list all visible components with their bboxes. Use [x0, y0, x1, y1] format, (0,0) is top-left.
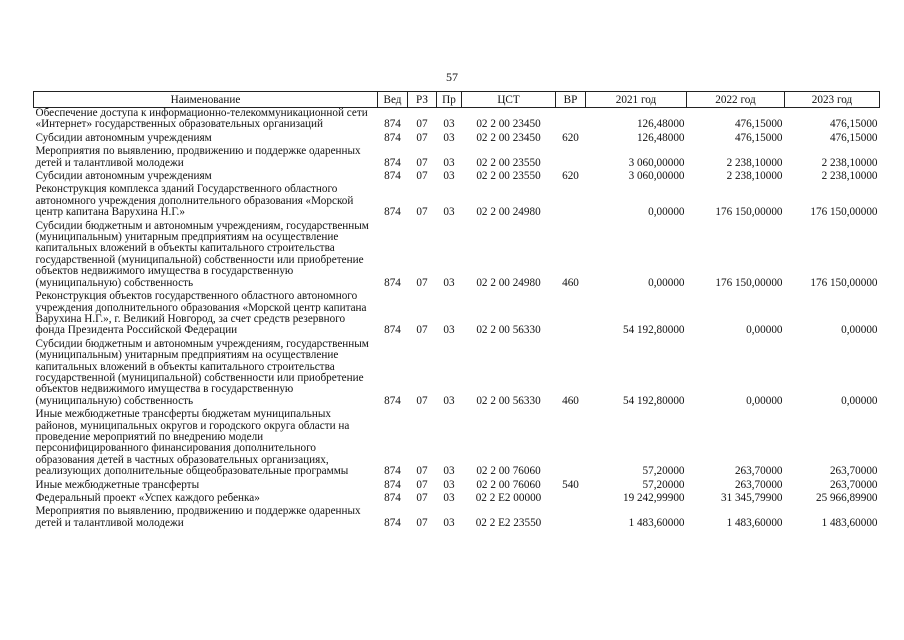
- cell-pr: 03: [443, 206, 455, 219]
- cell-2022: 1 483,60000: [726, 516, 783, 529]
- cell-2023: 2 238,10000: [821, 170, 878, 183]
- cell-ved: 874: [384, 394, 401, 407]
- cell-rz: 07: [416, 156, 428, 169]
- table-row: [34, 337, 880, 407]
- cell-2022: 476,15000: [734, 131, 783, 144]
- cell-2023: 476,15000: [829, 118, 878, 131]
- header-cst: ЦСТ: [462, 92, 556, 108]
- cell-vr: [556, 289, 586, 337]
- cell-rz: 07: [416, 170, 428, 183]
- table-row: [34, 182, 880, 218]
- cell-cst: 02 2 E2 23550: [475, 516, 542, 529]
- cell-2021: 126,48000: [636, 131, 685, 144]
- cell-2023: 25 966,89900: [815, 492, 878, 504]
- cell-vr: 620: [562, 170, 579, 183]
- table-row: [34, 289, 880, 337]
- cell-name: Реконструкция комплекса зданий Государственного областного автономного учреждения дополнительного образования «Морской центр капитана Варухина Н.Г.»: [35, 183, 354, 219]
- table-row: [34, 478, 880, 491]
- cell-2022: 0,00000: [746, 394, 783, 407]
- table-row: [34, 108, 880, 131]
- cell-name: Федеральный проект «Успех каждого ребенка»: [35, 492, 260, 504]
- cell-2021: 1 483,60000: [628, 516, 685, 529]
- cell-name: Субсидии автономным учреждениям: [35, 170, 212, 183]
- cell-vr: [556, 144, 586, 169]
- cell-cst: 02 2 00 23550: [476, 156, 541, 169]
- cell-rz: 07: [416, 131, 428, 144]
- cell-2022: 263,70000: [734, 478, 783, 491]
- cell-cst: 02 2 00 76060: [476, 465, 541, 478]
- cell-name: Обеспечение доступа к информационно-телекоммуникационной сети «Интернет» государственных образовательных организаций: [35, 107, 368, 131]
- cell-pr: 03: [443, 324, 455, 337]
- cell-rz: 07: [416, 324, 428, 337]
- cell-ved: 874: [384, 131, 401, 144]
- header-name: Наименование: [34, 92, 378, 108]
- cell-rz: 07: [416, 478, 428, 491]
- cell-name: Субсидии бюджетным и автономным учреждениям, государственным (муниципальным) унитарным предприятиям на осуществление капитальных вложений в объекты капитального строительства государственной (муниципальной) собственности или приобретение объектов недвижимого имущества в государственную (муниципальную) собственность: [35, 337, 369, 407]
- cell-cst: 02 2 00 76060: [476, 478, 541, 491]
- cell-cst: 02 2 00 23450: [476, 118, 541, 131]
- header-rz: РЗ: [408, 92, 437, 108]
- cell-2023: 176 150,00000: [810, 206, 878, 219]
- cell-pr: 03: [443, 170, 455, 183]
- cell-ved: 874: [384, 516, 401, 529]
- cell-rz: 07: [416, 206, 428, 219]
- cell-2022: 263,70000: [734, 465, 783, 478]
- cell-name: Субсидии автономным учреждениям: [35, 131, 212, 144]
- cell-cst: 02 2 00 23450: [476, 131, 541, 144]
- cell-vr: [556, 407, 586, 477]
- cell-ved: 874: [384, 276, 401, 289]
- cell-2022: 2 238,10000: [726, 156, 783, 169]
- cell-pr: 03: [443, 394, 455, 407]
- cell-rz: 07: [416, 465, 428, 478]
- cell-vr: 620: [562, 131, 579, 144]
- cell-2022: 476,15000: [734, 118, 783, 131]
- cell-2023: 1 483,60000: [821, 516, 878, 529]
- cell-2022: 176 150,00000: [715, 206, 783, 219]
- cell-vr: 540: [562, 478, 579, 491]
- cell-ved: 874: [384, 465, 401, 478]
- cell-pr: 03: [443, 492, 455, 504]
- table-header: [34, 92, 880, 108]
- cell-2021: 3 060,00000: [628, 170, 685, 183]
- table-row: [34, 504, 880, 529]
- cell-pr: 03: [443, 465, 455, 478]
- cell-cst: 02 2 00 23550: [476, 170, 541, 183]
- cell-ved: 874: [384, 492, 401, 504]
- cell-cst: 02 2 00 56330: [476, 394, 541, 407]
- header-2022: 2022 год: [687, 92, 785, 108]
- cell-pr: 03: [443, 516, 455, 529]
- cell-2023: 263,70000: [829, 478, 878, 491]
- header-2021: 2021 год: [586, 92, 687, 108]
- cell-2023: 2 238,10000: [821, 156, 878, 169]
- cell-name: Иные межбюджетные трансферты бюджетам муниципальных районов, муниципальных округов и городского округа области на проведение мероприятий по внедрению модели персонифицированного финансирования дополнительного образования детей в частных образовательных организациях, реализующих дополнительные общеобразовательные программы: [35, 408, 350, 478]
- header-2023: 2023 год: [785, 92, 880, 108]
- cell-pr: 03: [443, 131, 455, 144]
- cell-ved: 874: [384, 324, 401, 337]
- cell-ved: 874: [384, 118, 401, 131]
- cell-vr: 460: [562, 394, 579, 407]
- cell-rz: 07: [416, 516, 428, 529]
- cell-2021: 57,20000: [642, 465, 685, 478]
- cell-rz: 07: [416, 118, 428, 131]
- header-ved: Вед: [378, 92, 408, 108]
- cell-rz: 07: [416, 394, 428, 407]
- cell-2021: 0,00000: [648, 276, 685, 289]
- header-vr: ВР: [556, 92, 586, 108]
- cell-2022: 31 345,79900: [720, 492, 783, 504]
- cell-pr: 03: [443, 478, 455, 491]
- table-row: [34, 407, 880, 477]
- cell-2022: 2 238,10000: [726, 170, 783, 183]
- cell-name: Реконструкция объектов государственного областного автономного учреждения дополнительного образования «Морской центр капитана Варухина Н.Г.», г. Великий Новгород, за счет средств резервного фонда Президента Российской Федерации: [35, 290, 367, 337]
- cell-2023: 176 150,00000: [810, 276, 878, 289]
- table-row: [34, 491, 880, 504]
- cell-vr: [556, 491, 586, 504]
- cell-2021: 19 242,99900: [622, 492, 685, 504]
- cell-2021: 126,48000: [636, 118, 685, 131]
- cell-2023: 0,00000: [841, 324, 878, 337]
- table-row: [34, 144, 880, 169]
- page-number: 57: [446, 70, 458, 84]
- cell-vr: [556, 108, 586, 131]
- header-row: [34, 92, 880, 108]
- cell-ved: 874: [384, 206, 401, 219]
- cell-cst: 02 2 00 24980: [476, 206, 541, 219]
- cell-vr: [556, 182, 586, 218]
- table-row: [34, 169, 880, 182]
- cell-2021: 54 192,80000: [622, 324, 685, 337]
- header-pr: Пр: [437, 92, 462, 108]
- cell-ved: 874: [384, 170, 401, 183]
- cell-2023: 263,70000: [829, 465, 878, 478]
- cell-2023: 0,00000: [841, 394, 878, 407]
- cell-name: Мероприятия по выявлению, продвижению и поддержке одаренных детей и талантливой молодежи: [35, 145, 361, 169]
- cell-2022: 176 150,00000: [715, 276, 783, 289]
- cell-pr: 03: [443, 118, 455, 131]
- cell-pr: 03: [443, 156, 455, 169]
- cell-vr: 460: [562, 276, 579, 289]
- cell-rz: 07: [416, 276, 428, 289]
- table-row: [34, 219, 880, 289]
- cell-vr: [556, 504, 586, 529]
- table-body: [34, 108, 880, 530]
- cell-2022: 0,00000: [746, 324, 783, 337]
- cell-2023: 476,15000: [829, 131, 878, 144]
- cell-ved: 874: [384, 478, 401, 491]
- cell-ved: 874: [384, 156, 401, 169]
- cell-rz: 07: [416, 492, 428, 504]
- cell-cst: 02 2 00 24980: [476, 276, 541, 289]
- cell-2021: 0,00000: [648, 206, 685, 219]
- cell-2021: 54 192,80000: [622, 394, 685, 407]
- cell-name: Мероприятия по выявлению, продвижению и поддержке одаренных детей и талантливой молодежи: [35, 505, 361, 529]
- table-row: [34, 131, 880, 144]
- cell-cst: 02 2 E2 00000: [475, 492, 542, 504]
- cell-name: Субсидии бюджетным и автономным учреждениям, государственным (муниципальным) унитарным предприятиям на осуществление капитальных вложений в объекты капитального строительства государственной (муниципальной) собственности или приобретение объектов недвижимого имущества в государственную (муниципальную) собственность: [35, 219, 369, 289]
- cell-name: Иные межбюджетные трансферты: [35, 478, 200, 491]
- cell-2021: 57,20000: [642, 478, 685, 491]
- cell-cst: 02 2 00 56330: [476, 324, 541, 337]
- cell-pr: 03: [443, 276, 455, 289]
- cell-2021: 3 060,00000: [628, 156, 685, 169]
- budget-table: [33, 91, 880, 529]
